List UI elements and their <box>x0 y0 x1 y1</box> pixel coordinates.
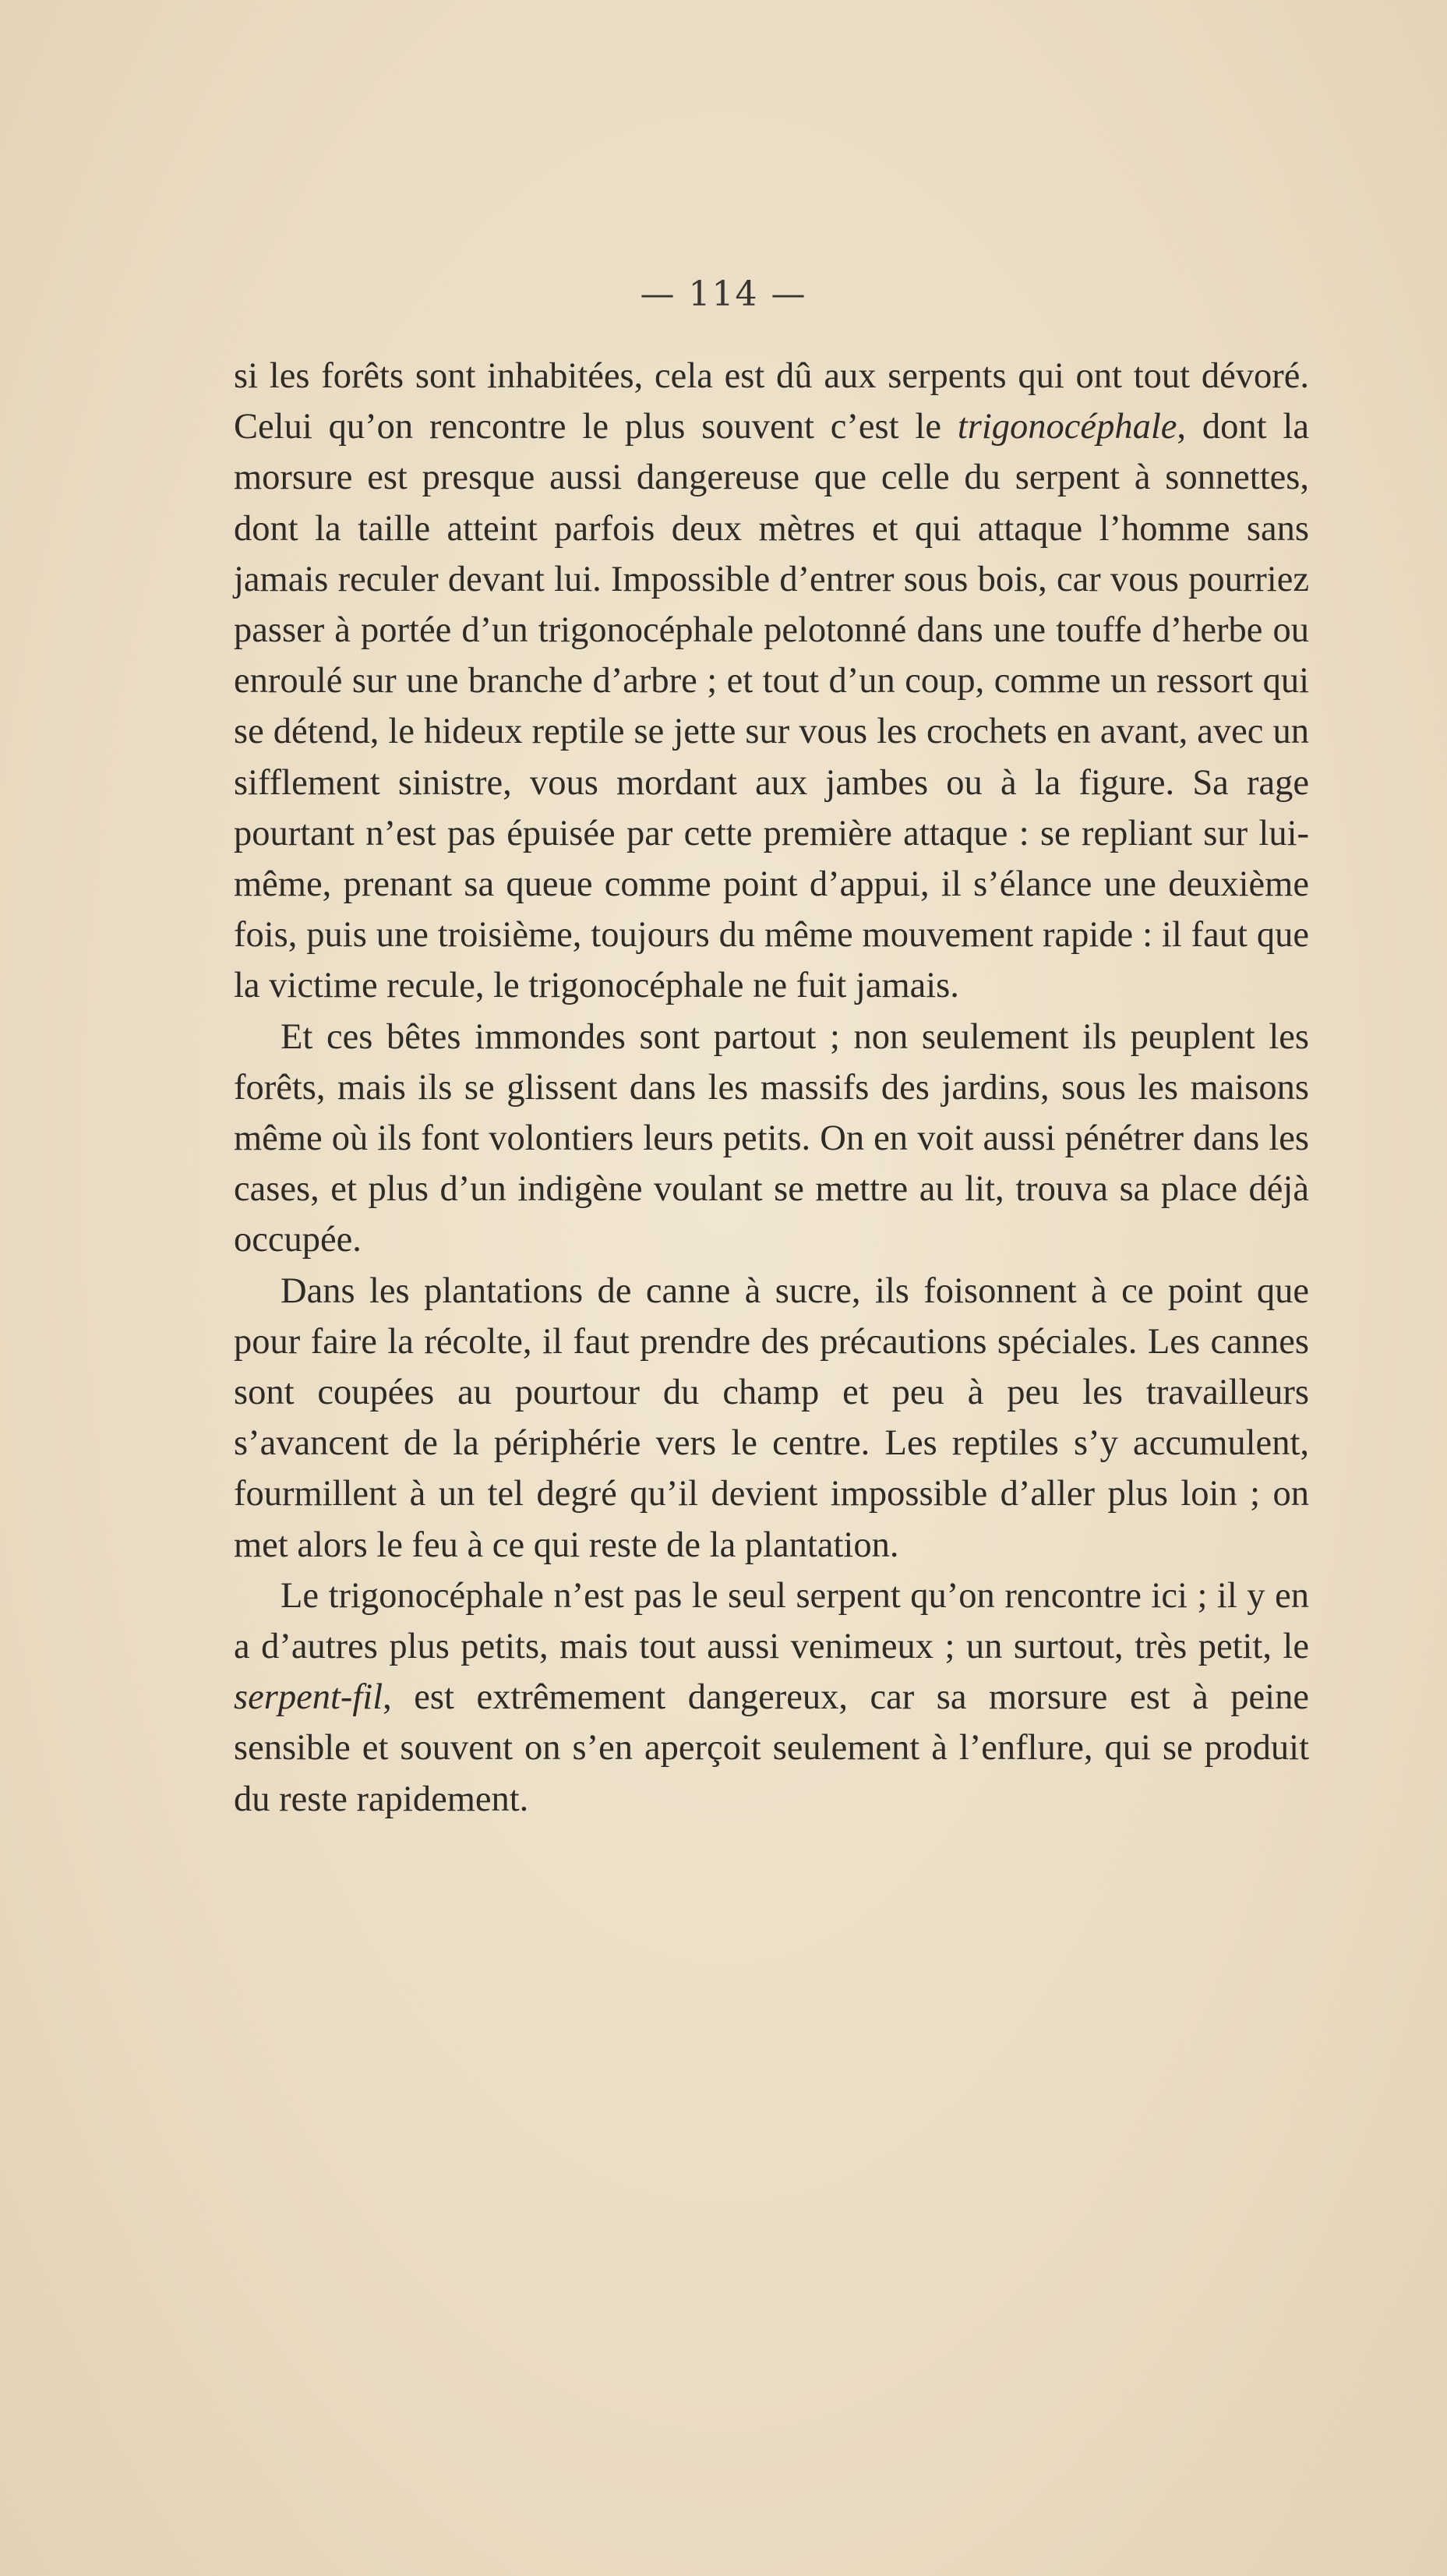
text-segment: , dont la morsure est presque aussi dangereuse que celle du serpent à sonnettes, dont la taille atteint parfois deux mètres et qui attaque l’homme sans jamais reculer devant lui. Impossible d’entrer sous bois, car vous pourriez passer à portée d’un trigonocéphale pelotonné dans une touffe d’herbe ou enroulé sur une branche d’arbre ; et tout d’un coup, comme un ressort qui se détend, le hideux reptile se jette sur vous les crochets en avant, avec un sifflement sinistre, vous mordant aux jambes ou à la figure. Sa rage pourtant n’est pas épuisée par cette première attaque : se repliant sur lui-même, prenant sa queue comme point d’appui, il s’élance une deuxième fois, puis une troisième, toujours du même mouvement rapide : il faut que la victime recule, le trigonocéphale ne fuit jamais. <box>234 407 1309 1006</box>
text-segment: Et ces bêtes immondes sont partout ; non seulement ils peuplent les forêts, mais ils se glissent dans les massifs des jardins, sous les maisons même où ils font volontiers leurs petits. On en voit aussi pénétrer dans les cases, et plus d’un indigène voulant se mettre au lit, trouva sa place déjà occupée. <box>234 1016 1309 1260</box>
text-segment: , est extrêmement dangereux, car sa morsure est à peine sensible et souvent on s’en aperçoit seulement à l’enflure, qui se produit du reste rapidement. <box>234 1677 1309 1819</box>
italic-term-serpent-fil: serpent-fil <box>234 1677 383 1718</box>
text-segment: Dans les plantations de canne à sucre, ils foisonnent à ce point que pour faire la récolte, il faut prendre des précautions spéciales. Les cannes sont coupées au pourtour du champ et peu à peu les travailleurs s’avancent de la périphérie vers le centre. Les reptiles s’y accumulent, fourmillent à un tel degré qu’il devient impossible d’aller plus loin ; on met alors le feu à ce qui reste de la plantation. <box>234 1270 1309 1565</box>
paragraph-2 <box>234 1012 1309 1266</box>
text-segment: Le trigonocéphale n’est pas le seul serpent qu’on rencontre ici ; il y en a d’autres plus petits, mais tout aussi venimeux ; un surtout, très petit, le <box>234 1575 1309 1667</box>
paragraph-4 <box>234 1571 1309 1825</box>
paragraph-1 <box>234 351 1309 1012</box>
page-number: — 114 — <box>640 274 807 314</box>
paragraph-3 <box>234 1266 1309 1571</box>
body-text <box>234 351 1309 1825</box>
text-segment: si les forêts sont inhabitées, cela est dû aux serpents qui ont tout dévoré. Celui qu’on rencontre le plus souvent c’est le <box>234 356 1309 447</box>
italic-term-trigonocephale: trigonocéphale <box>957 407 1177 447</box>
